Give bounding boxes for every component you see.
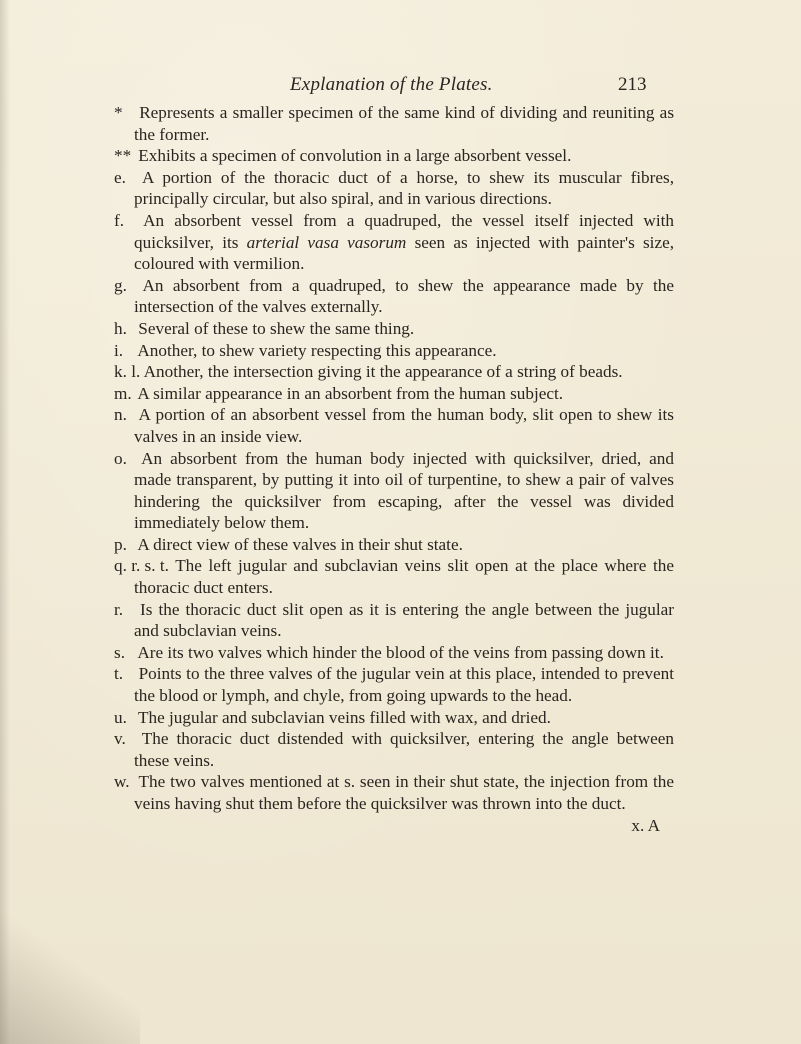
entry-text: The left jugular and subclavian veins slit open at the place where the thoracic duct enters.	[134, 556, 674, 598]
entry-q-r-s-t	[114, 555, 674, 598]
entry-label: h.	[114, 318, 127, 338]
entry-text: The two valves mentioned at s. seen in their shut state, the injection from the veins having shut them before the quicksilver was thrown into the duct.	[134, 772, 674, 813]
entry-r	[114, 599, 674, 642]
entry-text: Are its two valves which hinder the blood of the veins from passing down it.	[137, 642, 664, 662]
running-head: Explanation of the Plates.	[290, 74, 493, 95]
entry-text: The thoracic duct distended with quicksilver, entering the angle between these veins.	[134, 729, 674, 770]
entry-label: w.	[114, 772, 130, 792]
entry-label: i.	[114, 340, 124, 360]
page-header	[0, 74, 801, 104]
entry-label: g.	[114, 275, 127, 295]
entry-w	[114, 771, 674, 814]
entry-v	[114, 728, 674, 771]
entry-o	[114, 448, 674, 534]
entry-text-after: seen as injected with painter's size, coloured with vermilion.	[134, 232, 675, 274]
entry-label: e.	[114, 167, 126, 187]
entry-s	[114, 642, 674, 664]
entry-text: Several of these to shew the same thing.	[138, 318, 415, 338]
entry-label: r.	[114, 599, 124, 619]
page-number: 213	[618, 74, 647, 95]
entry-text: The jugular and subclavian veins filled with wax, and dried.	[138, 707, 551, 727]
entry-text: A portion of an absorbent vessel from the human body, slit open to shew its valves in an inside view.	[134, 405, 674, 446]
entry-text: Represents a smaller specimen of the same kind of dividing and reuniting as the former.	[134, 103, 675, 144]
entry-text: An absorbent from the human body injected with quicksilver, dried, and made transparent, by putting it into oil of turpentine, to shew a pair of valves hindering the quicksilver from escaping, after the vessel was divided immediately below them.	[134, 448, 674, 533]
entry-i	[114, 340, 674, 362]
entry-label: f.	[114, 210, 125, 230]
plate-explanation-list	[114, 102, 674, 836]
entry-label: m.	[114, 383, 132, 403]
entry-label: n.	[114, 405, 127, 425]
entry-label: k. l.	[114, 362, 141, 382]
entry-k-l	[114, 361, 674, 383]
entry-label: s.	[114, 642, 125, 662]
entry-h	[114, 318, 674, 340]
entry-text: Points to the three valves of the jugular vein at this place, intended to prevent the blood or lymph, and chyle, from going upwards to the head.	[134, 664, 674, 706]
entry-label: u.	[114, 707, 127, 727]
entry-e	[114, 167, 674, 210]
catchword: x. A	[631, 815, 660, 835]
entry-label: o.	[114, 448, 127, 468]
entry-star	[114, 102, 674, 145]
entry-text: A portion of the thoracic duct of a horse, to shew its muscular fibres, principally circular, but also spiral, and in various directions.	[134, 167, 674, 209]
page-corner-shadow	[0, 840, 140, 1044]
entry-label: *	[114, 103, 123, 122]
entry-f	[114, 210, 674, 275]
entry-g	[114, 275, 674, 318]
entry-m	[114, 383, 674, 405]
entry-text: Another, to shew variety respecting this appearance.	[137, 340, 497, 360]
entry-text: Is the thoracic duct slit open as it is entering the angle between the jugular and subclavian veins.	[134, 599, 675, 641]
entry-double-star	[114, 145, 674, 167]
entry-text: Another, the intersection giving it the appearance of a string of beads.	[143, 362, 623, 382]
entry-label: q. r. s. t.	[114, 556, 169, 576]
entry-label: **	[114, 146, 132, 166]
entry-label: t.	[114, 664, 124, 684]
entry-text-before: An absorbent vessel from a quadruped, the vessel itself injected with quicksilver, its	[134, 210, 674, 252]
entry-n	[114, 404, 674, 447]
entry-u	[114, 707, 674, 729]
entry-text: Exhibits a specimen of convolution in a large absorbent vessel.	[138, 146, 572, 166]
entry-label: v.	[114, 729, 126, 749]
entry-label: p.	[114, 534, 127, 554]
entry-text: A direct view of these valves in their shut state.	[137, 534, 463, 554]
entry-text: A similar appearance in an absorbent from the human subject.	[137, 383, 564, 403]
entry-p	[114, 534, 674, 556]
entry-text: An absorbent from a quadruped, to shew the appearance made by the intersection of the valves externally.	[134, 275, 674, 317]
entry-t	[114, 663, 674, 706]
entry-text-italic: arterial vasa vasorum	[246, 232, 407, 252]
